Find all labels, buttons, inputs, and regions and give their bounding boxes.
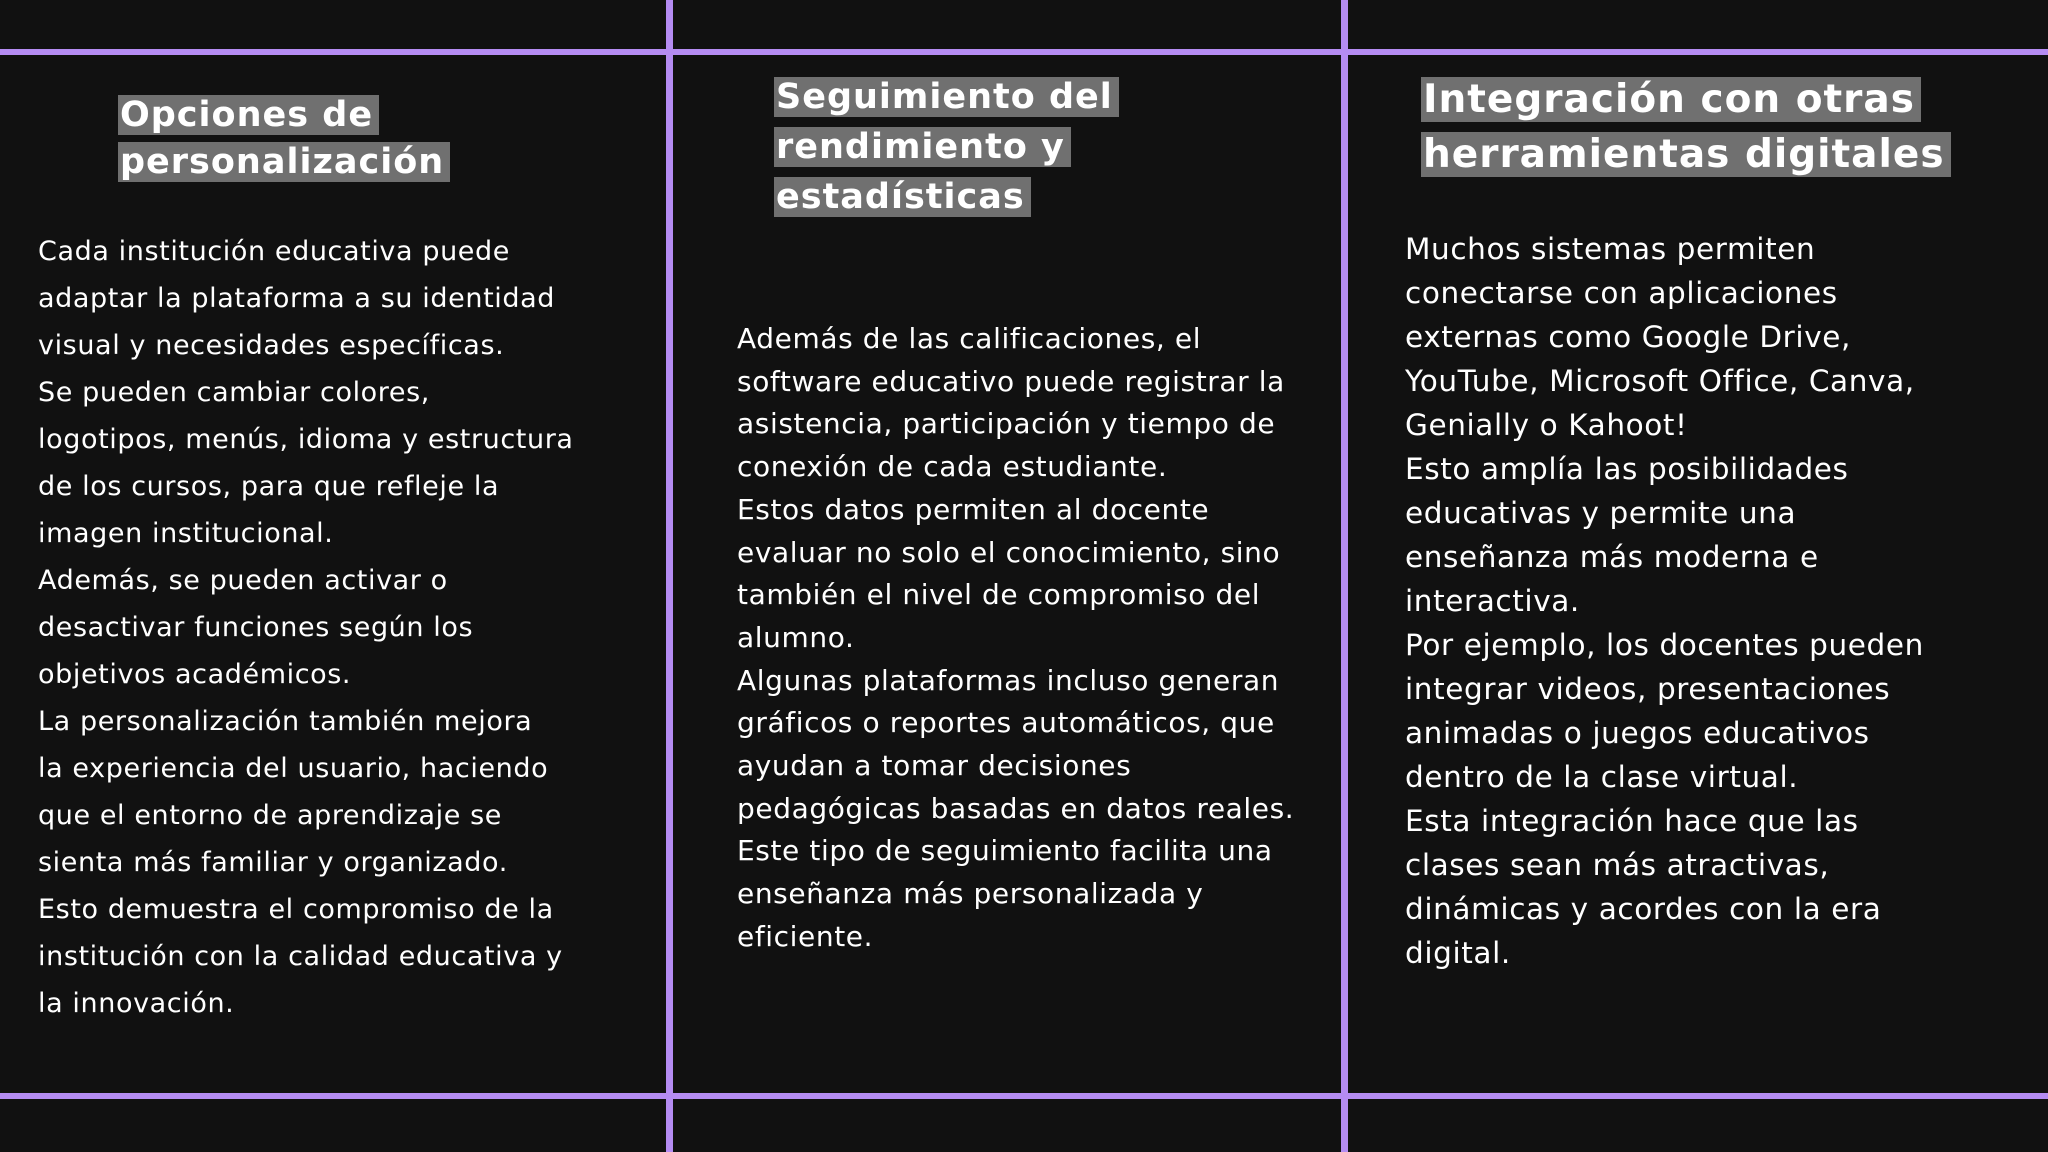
heading-seguimiento-text: Seguimiento del rendimiento y estadísticas <box>774 77 1119 217</box>
heading-personalizacion-text: Opciones de personalización <box>118 95 450 182</box>
heading-seguimiento <box>774 72 1314 222</box>
bottom-divider-line <box>0 1093 2048 1099</box>
heading-personalizacion <box>118 92 538 186</box>
top-divider-line <box>0 49 2048 55</box>
body-integracion: Muchos sistemas permiten conectarse con aplicaciones externas como Google Drive, YouTube, Microsoft Office, Canva, Genially o Kahoot! Esto amplía las posibilidades educativas y permite una enseñanza más moderna e interactiva. Por ejemplo, los docentes pueden integrar videos, presentaciones animadas o juegos educativos dentro de la clase virtual. Esta integración hace que las clases sean más atractivas, dinámicas y acordes con la era digital. <box>1405 232 1924 970</box>
column-divider-left <box>666 0 673 1152</box>
body-personalizacion: Cada institución educativa puede adaptar la plataforma a su identidad visual y necesidades específicas. Se pueden cambiar colores, logotipos, menús, idioma y estructura de los cursos, para que refleje la imagen institucional. Además, se pueden activar o desactivar funciones según los objetivos académicos. La personalización también mejora la experiencia del usuario, haciendo que el entorno de aprendizaje se sienta más familiar y organizado. Esto demuestra el compromiso de la institución con la calidad educativa y la innovación. <box>38 236 574 1019</box>
column-divider-right <box>1341 0 1348 1152</box>
heading-integracion <box>1421 72 1981 182</box>
body-seguimiento: Además de las calificaciones, el software educativo puede registrar la asistencia, participación y tiempo de conexión de cada estudiante. Estos datos permiten al docente evaluar no solo el conocimiento, sino también el nivel de compromiso del alumno. Algunas plataformas incluso generan gráficos o reportes automáticos, que ayudan a tomar decisiones pedagógicas basadas en datos reales. Este tipo de seguimiento facilita una enseñanza más personalizada y eficiente. <box>737 322 1295 953</box>
heading-integracion-text: Integración con otras herramientas digitales <box>1421 77 1951 177</box>
